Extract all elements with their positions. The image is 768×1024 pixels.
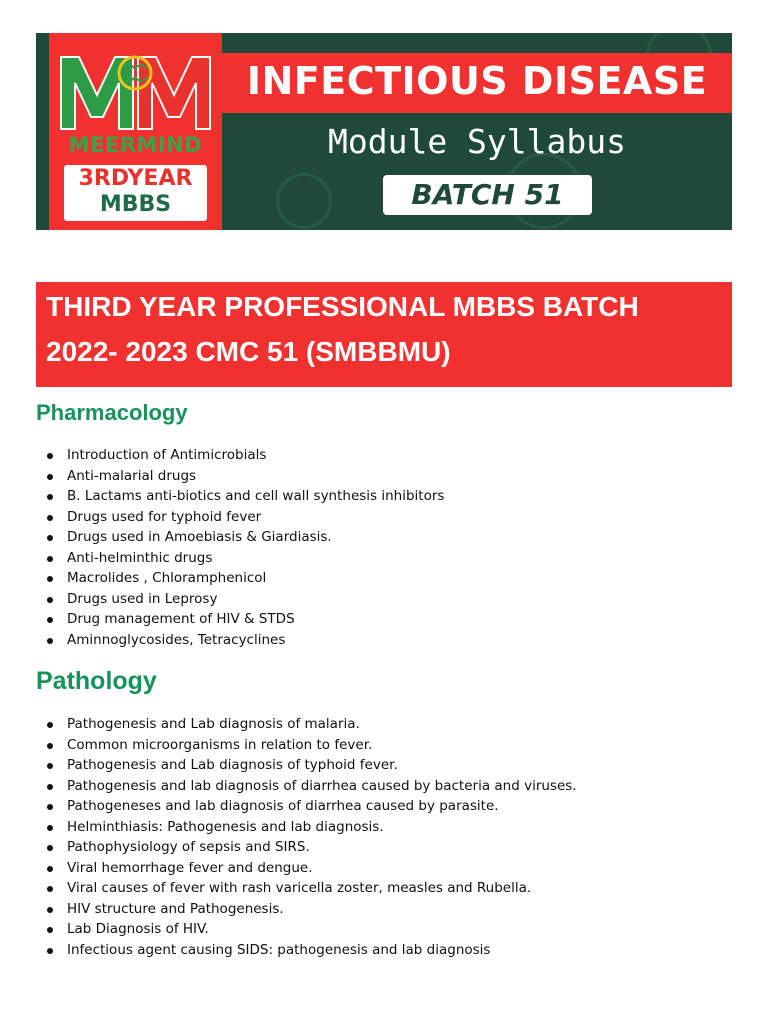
list-item: Lab Diagnosis of HIV. bbox=[44, 919, 577, 940]
section-title-pharmacology: Pharmacology bbox=[36, 400, 188, 425]
list-item: Macrolides , Chloramphenicol bbox=[44, 568, 444, 589]
list-item: Pathogenesis and Lab diagnosis of typhoid fever. bbox=[44, 755, 577, 776]
module-title: INFECTIOUS DISEASE bbox=[246, 59, 708, 103]
list-item: Drug management of HIV & STDS bbox=[44, 609, 444, 630]
virus-decoration-icon bbox=[276, 173, 332, 229]
pharmacology-list bbox=[44, 445, 444, 650]
list-item: Aminnoglycosides, Tetracyclines bbox=[44, 630, 444, 651]
year-badge-line1: 3RDYEAR bbox=[78, 166, 193, 191]
list-item: Pathogenesis and lab diagnosis of diarrhea caused by bacteria and viruses. bbox=[44, 776, 577, 797]
list-item: Introduction of Antimicrobials bbox=[44, 445, 444, 466]
list-item: Drugs used for typhoid fever bbox=[44, 507, 444, 528]
list-item: HIV structure and Pathogenesis. bbox=[44, 899, 577, 920]
list-item: Pathogeneses and lab diagnosis of diarrhea caused by parasite. bbox=[44, 796, 577, 817]
list-item: Infectious agent causing SIDS: pathogenesis and lab diagnosis bbox=[44, 940, 577, 961]
title-bar bbox=[222, 53, 732, 113]
section-title-pathology: Pathology bbox=[36, 667, 157, 695]
list-item: Helminthiasis: Pathogenesis and lab diagnosis. bbox=[44, 817, 577, 838]
list-item: Anti-malarial drugs bbox=[44, 466, 444, 487]
batch-badge bbox=[383, 175, 592, 215]
batch-label: BATCH 51 bbox=[411, 178, 564, 211]
list-item: Anti-helminthic drugs bbox=[44, 548, 444, 569]
logo bbox=[49, 33, 222, 230]
year-badge-line2: MBBS bbox=[99, 192, 172, 217]
heading-line1: THIRD YEAR PROFESSIONAL MBBS BATCH bbox=[46, 291, 639, 322]
list-item: Drugs used in Amoebiasis & Giardiasis. bbox=[44, 527, 444, 548]
pathology-list bbox=[44, 714, 577, 960]
list-item: Pathogenesis and Lab diagnosis of malaria. bbox=[44, 714, 577, 735]
year-badge bbox=[64, 165, 207, 221]
heading-line2: 2022- 2023 CMC 51 (SMBBMU) bbox=[46, 336, 451, 367]
list-item: B. Lactams anti-biotics and cell wall synthesis inhibitors bbox=[44, 486, 444, 507]
list-item: Common microorganisms in relation to fever. bbox=[44, 735, 577, 756]
document-heading bbox=[36, 282, 732, 387]
list-item: Viral causes of fever with rash varicella zoster, measles and Rubella. bbox=[44, 878, 577, 899]
list-item: Drugs used in Leprosy bbox=[44, 589, 444, 610]
meermind-logo-icon bbox=[57, 51, 214, 131]
module-subtitle: Module Syllabus bbox=[327, 122, 626, 161]
list-item: Pathophysiology of sepsis and SIRS. bbox=[44, 837, 577, 858]
logo-name: MEERMIND bbox=[68, 133, 203, 157]
list-item: Viral hemorrhage fever and dengue. bbox=[44, 858, 577, 879]
